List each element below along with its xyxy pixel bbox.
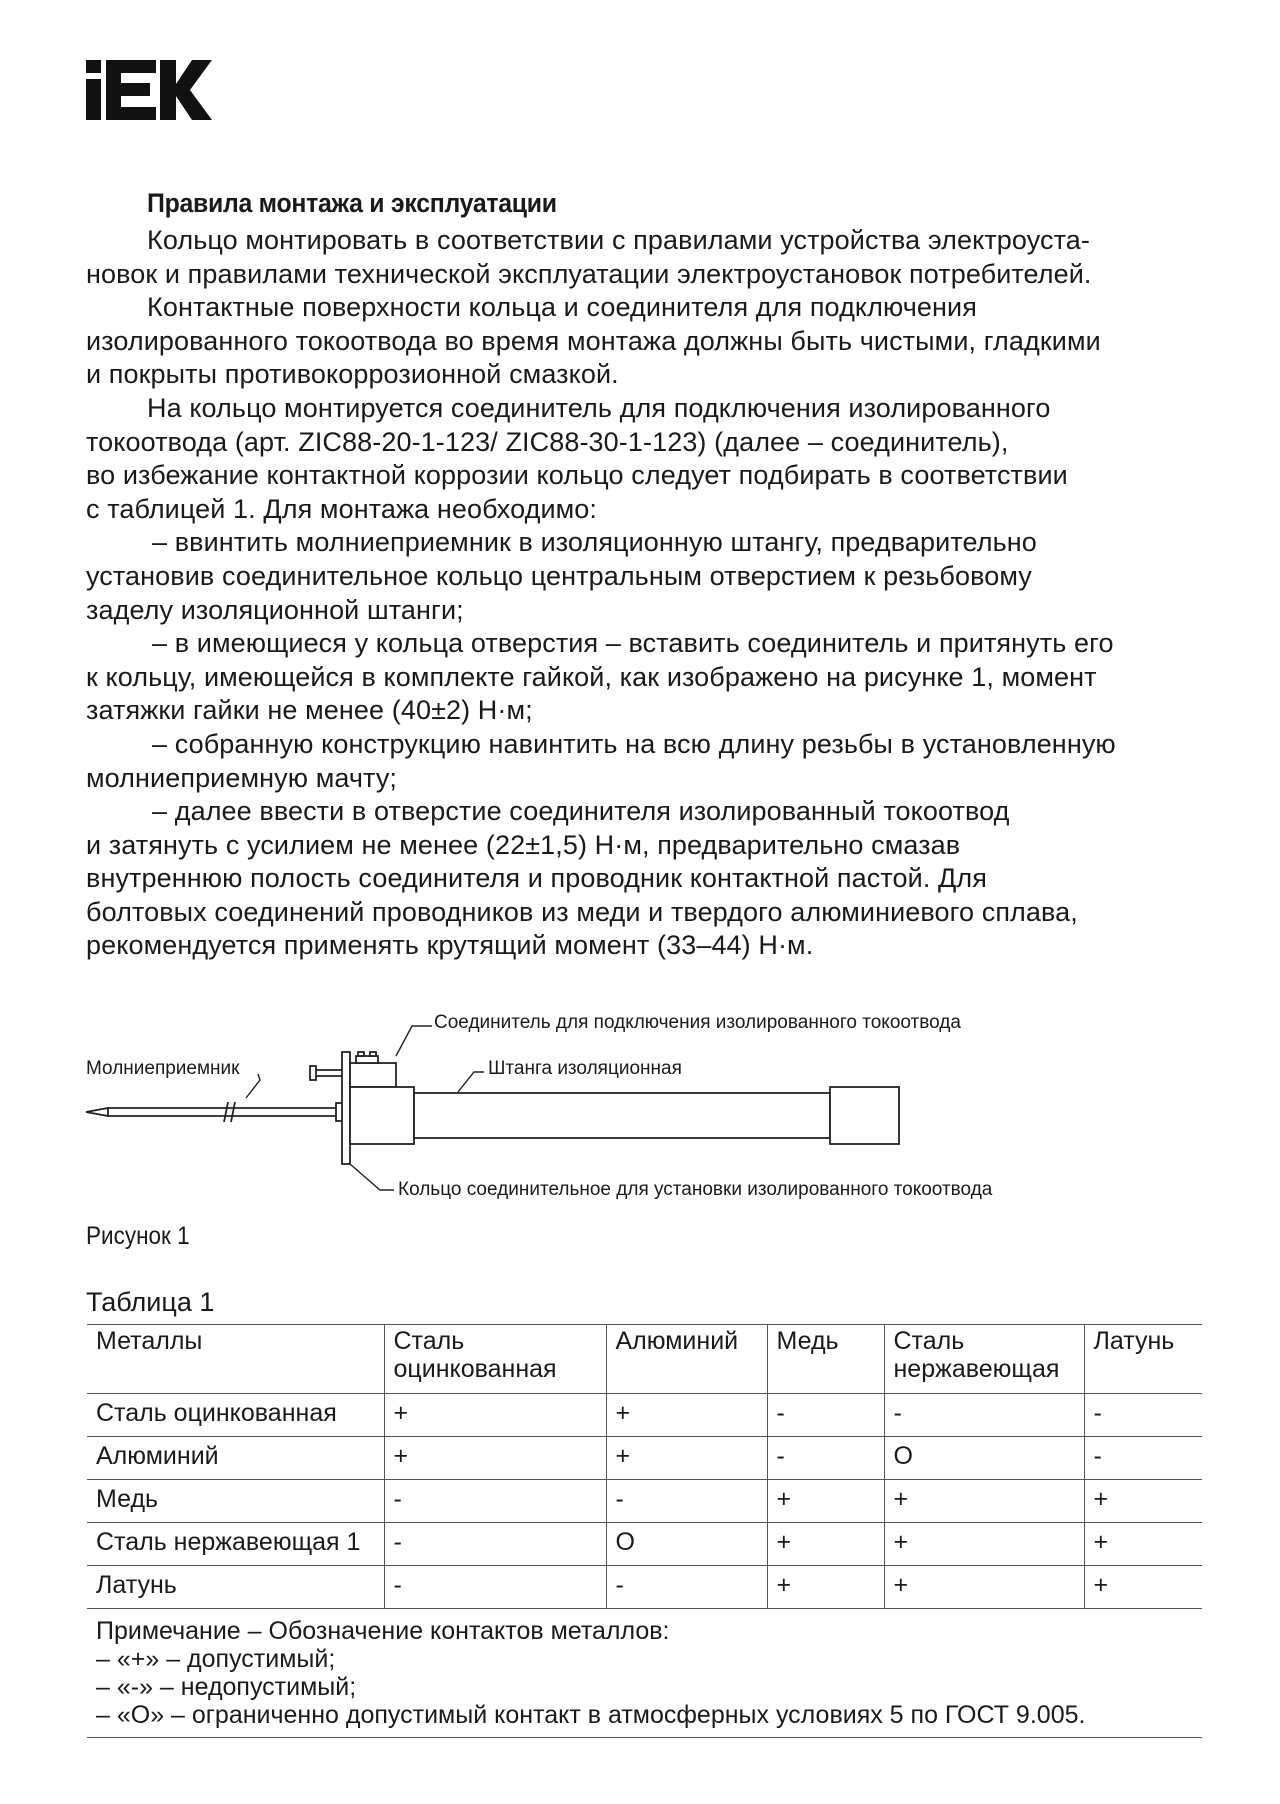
text-line: изолированного токоотвода во время монтажа должны быть чистыми, гладкими bbox=[86, 325, 1101, 356]
row-label: Медь bbox=[87, 1480, 384, 1523]
text-line: рекомендуется применять крутящий момент (33–44) Н·м. bbox=[86, 930, 814, 961]
metal-compatibility-table bbox=[87, 1324, 1202, 1738]
end-cap bbox=[830, 1087, 899, 1144]
text-line: с таблицей 1. Для монтажа необходимо: bbox=[86, 493, 598, 524]
text-line: новок и правилами технической эксплуатации электроустановок потребителей. bbox=[86, 258, 1092, 289]
table-cell: - bbox=[1084, 1394, 1202, 1437]
table-note-row bbox=[87, 1609, 1202, 1738]
leader-rod bbox=[246, 1074, 260, 1098]
connection-ring bbox=[342, 1052, 350, 1164]
leader-connector bbox=[396, 1026, 432, 1056]
connector-body bbox=[350, 1063, 396, 1087]
label-rod: Молниеприемник bbox=[86, 1058, 240, 1079]
header-cell: Сталь оцинкованная bbox=[384, 1325, 606, 1394]
table-row bbox=[87, 1523, 1202, 1566]
text-line: молниеприемную мачту; bbox=[86, 762, 398, 793]
table-cell: + bbox=[884, 1523, 1084, 1566]
text-line: – далее ввести в отверстие соединителя изолированный токоотвод bbox=[152, 796, 1010, 827]
table-cell: - bbox=[767, 1437, 884, 1480]
note-line: – «+» – допустимый; bbox=[96, 1645, 336, 1673]
section-title: Правила монтажа и эксплуатации bbox=[147, 188, 557, 218]
header-cell: Сталь нержавеющая bbox=[884, 1325, 1084, 1394]
leader-ring bbox=[350, 1164, 394, 1190]
text-line: Контактные поверхности кольца и соединителя для подключения bbox=[147, 292, 977, 323]
table-cell: - bbox=[1084, 1437, 1202, 1480]
text-line: заделу изоляционной штанги; bbox=[86, 594, 464, 625]
text-line: болтовых соединений проводников из меди и твердого алюминиевого сплава, bbox=[86, 896, 1078, 927]
table-cell: O bbox=[884, 1437, 1084, 1480]
label-ring: Кольцо соединительное для установки изолированного токоотвода bbox=[398, 1179, 993, 1200]
insulating-bar bbox=[414, 1093, 830, 1138]
text-line: и покрыты противокоррозионной смазкой. bbox=[86, 359, 619, 390]
table-cell: O bbox=[606, 1523, 767, 1566]
table-cell: - bbox=[384, 1566, 606, 1609]
row-label: Алюминий bbox=[87, 1437, 384, 1480]
table-cell: + bbox=[1084, 1523, 1202, 1566]
table-row bbox=[87, 1437, 1202, 1480]
text-line: установив соединительное кольцо центральным отверстием к резьбовому bbox=[86, 560, 1032, 591]
text-line: и затянуть с усилием не менее (22±1,5) Н·м, предварительно смазав bbox=[86, 829, 961, 860]
table-cell: - bbox=[606, 1480, 767, 1523]
row-label: Сталь оцинкованная bbox=[87, 1394, 384, 1437]
table-cell: + bbox=[767, 1480, 884, 1523]
table-cell: - bbox=[384, 1523, 606, 1566]
text-line: На кольцо монтируется соединитель для подключения изолированного bbox=[147, 392, 1051, 423]
table-cell: + bbox=[606, 1394, 767, 1437]
table-note bbox=[87, 1609, 1202, 1738]
header-cell: Алюминий bbox=[606, 1325, 767, 1394]
figure-caption: Рисунок 1 bbox=[86, 1222, 190, 1250]
table-caption: Таблица 1 bbox=[86, 1287, 215, 1317]
text-line: – собранную конструкцию навинтить на всю длину резьбы в установленную bbox=[152, 728, 1116, 759]
header-cell: Латунь bbox=[1084, 1325, 1202, 1394]
table-cell: - bbox=[384, 1480, 606, 1523]
text-line: внутреннюю полость соединителя и проводник контактной пастой. Для bbox=[86, 863, 987, 894]
table-cell: - bbox=[767, 1394, 884, 1437]
text-line: – в имеющиеся у кольца отверстия – вставить соединитель и притянуть его bbox=[152, 628, 1114, 659]
instructions-text bbox=[86, 224, 1206, 963]
rod-tip bbox=[86, 1108, 108, 1116]
row-label: Латунь bbox=[87, 1566, 384, 1609]
note-line: Примечание – Обозначение контактов металлов: bbox=[96, 1617, 670, 1645]
leader-bar bbox=[458, 1072, 484, 1092]
table-cell: + bbox=[767, 1566, 884, 1609]
table-row bbox=[87, 1394, 1202, 1437]
text-line: – ввинтить молниеприемник в изоляционную штангу, предварительно bbox=[152, 527, 1037, 558]
table-cell: + bbox=[884, 1480, 1084, 1523]
label-bar: Штанга изоляционная bbox=[488, 1058, 682, 1079]
table-cell: - bbox=[606, 1566, 767, 1609]
header-cell: Медь bbox=[767, 1325, 884, 1394]
table-row bbox=[87, 1566, 1202, 1609]
text-line: к кольцу, имеющейся в комплекте гайкой, как изображено на рисунке 1, момент bbox=[86, 661, 1097, 692]
text-line: во избежание контактной коррозии кольцо следует подбирать в соответствии bbox=[86, 460, 1068, 491]
table-row bbox=[87, 1480, 1202, 1523]
row-label: Сталь нержавеющая 1 bbox=[87, 1523, 384, 1566]
table-cell: + bbox=[1084, 1480, 1202, 1523]
table-cell: - bbox=[884, 1394, 1084, 1437]
iek-logo bbox=[86, 60, 212, 120]
text-line: токоотвода (арт. ZIC88-20-1-123/ ZIC88-30-1-123) (далее – соединитель), bbox=[86, 426, 1009, 457]
table-cell: + bbox=[767, 1523, 884, 1566]
label-connector: Соединитель для подключения изолированного токоотвода bbox=[434, 1012, 961, 1033]
table-cell: + bbox=[384, 1394, 606, 1437]
table-cell: + bbox=[606, 1437, 767, 1480]
note-line: – «О» – ограниченно допустимый контакт в атмосферных условиях 5 по ГОСТ 9.005. bbox=[96, 1701, 1086, 1729]
table-cell: + bbox=[884, 1566, 1084, 1609]
text-line: Кольцо монтировать в соответствии с правилами устройства электроуста- bbox=[147, 225, 1091, 255]
note-line: – «-» – недопустимый; bbox=[96, 1673, 357, 1701]
table-header-row bbox=[87, 1325, 1202, 1394]
text-line: затяжки гайки не менее (40±2) Н·м; bbox=[86, 695, 533, 726]
header-cell: Металлы bbox=[87, 1325, 384, 1394]
table-cell: + bbox=[384, 1437, 606, 1480]
table-cell: + bbox=[1084, 1566, 1202, 1609]
